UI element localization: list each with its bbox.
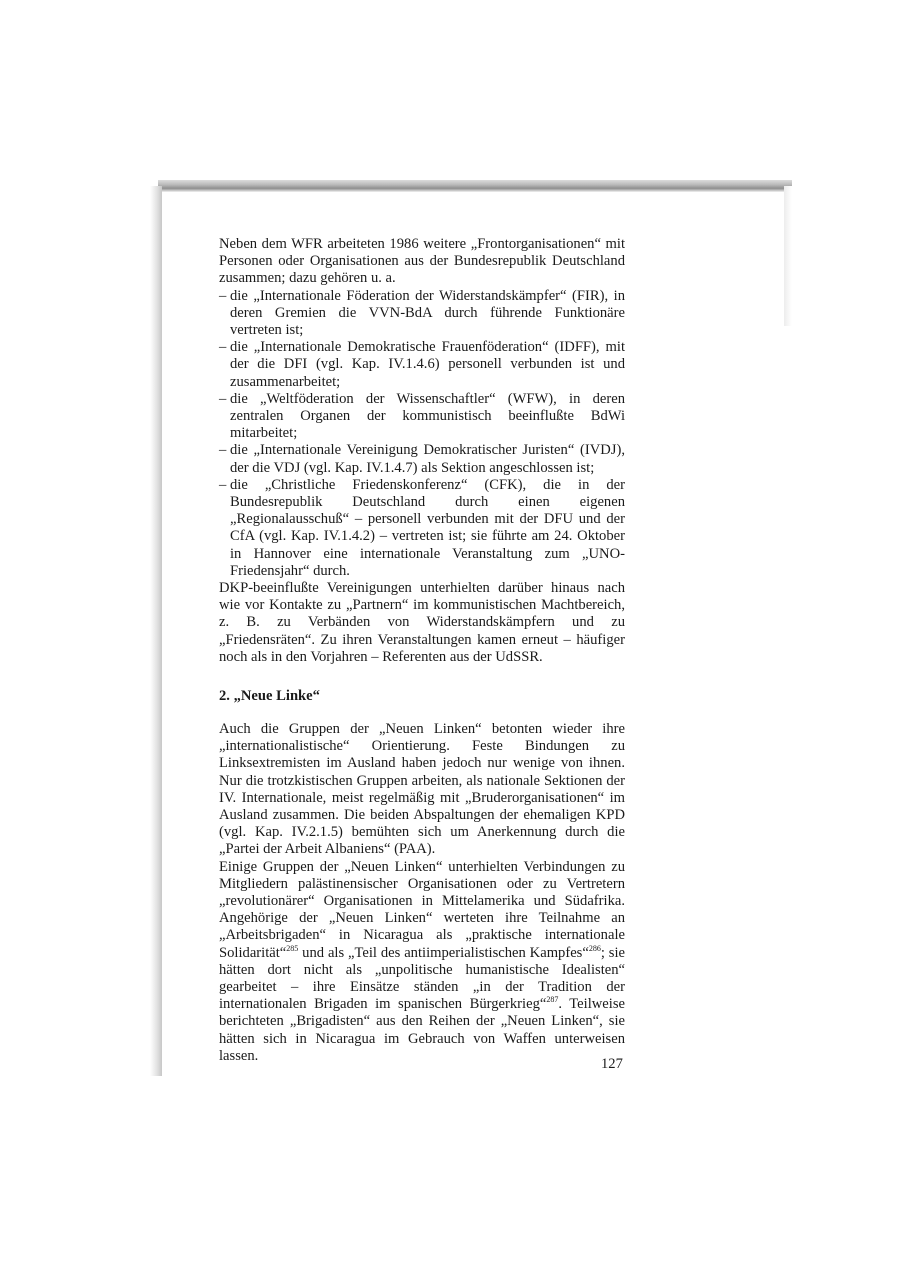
scan-shadow-top <box>158 180 792 192</box>
scan-shadow-left <box>150 186 162 1076</box>
page-number: 127 <box>601 1056 623 1072</box>
list-item: – die „Internationale Demokratische Frauenföderation“ (IDFF), mit der die DFI (vgl. Kap. IV.1.4.6) personell verbunden ist und zusammenarbeitet; <box>219 339 625 391</box>
section-two-paragraph-2 <box>219 859 625 1065</box>
section-two-paragraph-1: Auch die Gruppen der „Neuen Linken“ betonten wieder ihre „internationalistische“ Orientierung. Feste Bindungen zu Linksextremisten im Ausland haben jedoch nur wenige von ihnen. Nur die trotzkistischen Gruppen arbeiten, als nationale Sektionen der IV. Internationale, meist regelmäßig mit „Bruderorganisationen“ im Ausland zusammen. Die beiden Abspaltungen der ehemaligen KPD (vgl. Kap. IV.2.1.5) bemühten sich um Anerkennung durch die „Partei der Arbeit Albaniens“ (PAA). <box>219 721 625 858</box>
section-one <box>219 236 625 666</box>
footnote-ref-287: 287 <box>546 995 559 1005</box>
scan-shadow-right <box>784 186 792 326</box>
list-item: – die „Christliche Friedenskonferenz“ (CFK), die in der Bundesrepublik Deutschland durch einen eigenen „Regionalausschuß“ – personell verbunden mit der DFU und der CfA (vgl. Kap. IV.1.4.2) – vertreten ist; sie führte am 24. Oktober in Hannover eine internationale Veranstaltung zum „UNO-Friedensjahr“ durch. <box>219 477 625 580</box>
paragraph-text: ; sie hätten dort nicht als „unpolitische humanistische Idealisten“ gearbeitet – ihre Einsätze ständen „in der Tradition der internationalen Brigaden im spanischen Bürgerkrieg“ <box>219 944 625 1013</box>
paragraph-text: Einige Gruppen der „Neuen Linken“ unterhielten Verbindungen zu Mitgliedern palästinensischer Organisationen oder zu Vertretern „revolutionärer“ Organisationen in Mittelamerika und Südafrika. Angehörige der „Neuen Linken“ werteten ihre Teilnahme an „Arbeitsbrigaden“ in Nicaragua als „praktische internationale Solidarität“ <box>219 858 625 961</box>
list-item: – die „Internationale Föderation der Widerstandskämpfer“ (FIR), in deren Gremien die VVN-BdA durch führende Funktionäre vertreten ist; <box>219 288 625 340</box>
section-one-intro: Neben dem WFR arbeiteten 1986 weitere „Frontorganisationen“ mit Personen oder Organisationen aus der Bundesrepublik Deutschland zusammen; dazu gehören u. a. <box>219 236 625 287</box>
section-one-closing: DKP-beeinflußte Vereinigungen unterhielten darüber hinaus nach wie vor Kontakte zu „Partnern“ im kommunistischen Machtbereich, z. B. zu Verbänden von Widerstandskämpfern und zu „Friedensräten“. Zu ihren Veranstaltungen kamen erneut – häufiger noch als in den Vorjahren – Referenten aus der UdSSR. <box>219 580 625 665</box>
footnote-ref-285: 285 <box>286 943 299 953</box>
section-heading: 2. „Neue Linke“ <box>219 688 320 704</box>
list-item: – die „Internationale Vereinigung Demokratischer Juristen“ (IVDJ), der die VDJ (vgl. Kap. IV.1.4.7) als Sektion angeschlossen ist; <box>219 442 625 476</box>
paragraph-text: . Teilweise berichteten „Brigadisten“ aus den Reihen der „Neuen Linken“, sie hätten sich in Nicaragua im Gebrauch von Waffen unterweisen lassen. <box>219 996 625 1064</box>
organization-list <box>219 288 625 580</box>
footnote-ref-286: 286 <box>588 943 601 953</box>
section-two <box>219 721 625 1065</box>
list-item: – die „Weltföderation der Wissenschaftler“ (WFW), in deren zentralen Organen der kommunistisch beeinflußte BdWi mitarbeitet; <box>219 391 625 443</box>
paragraph-text: und als „Teil des antiimperialistischen Kampfes“ <box>298 944 589 961</box>
